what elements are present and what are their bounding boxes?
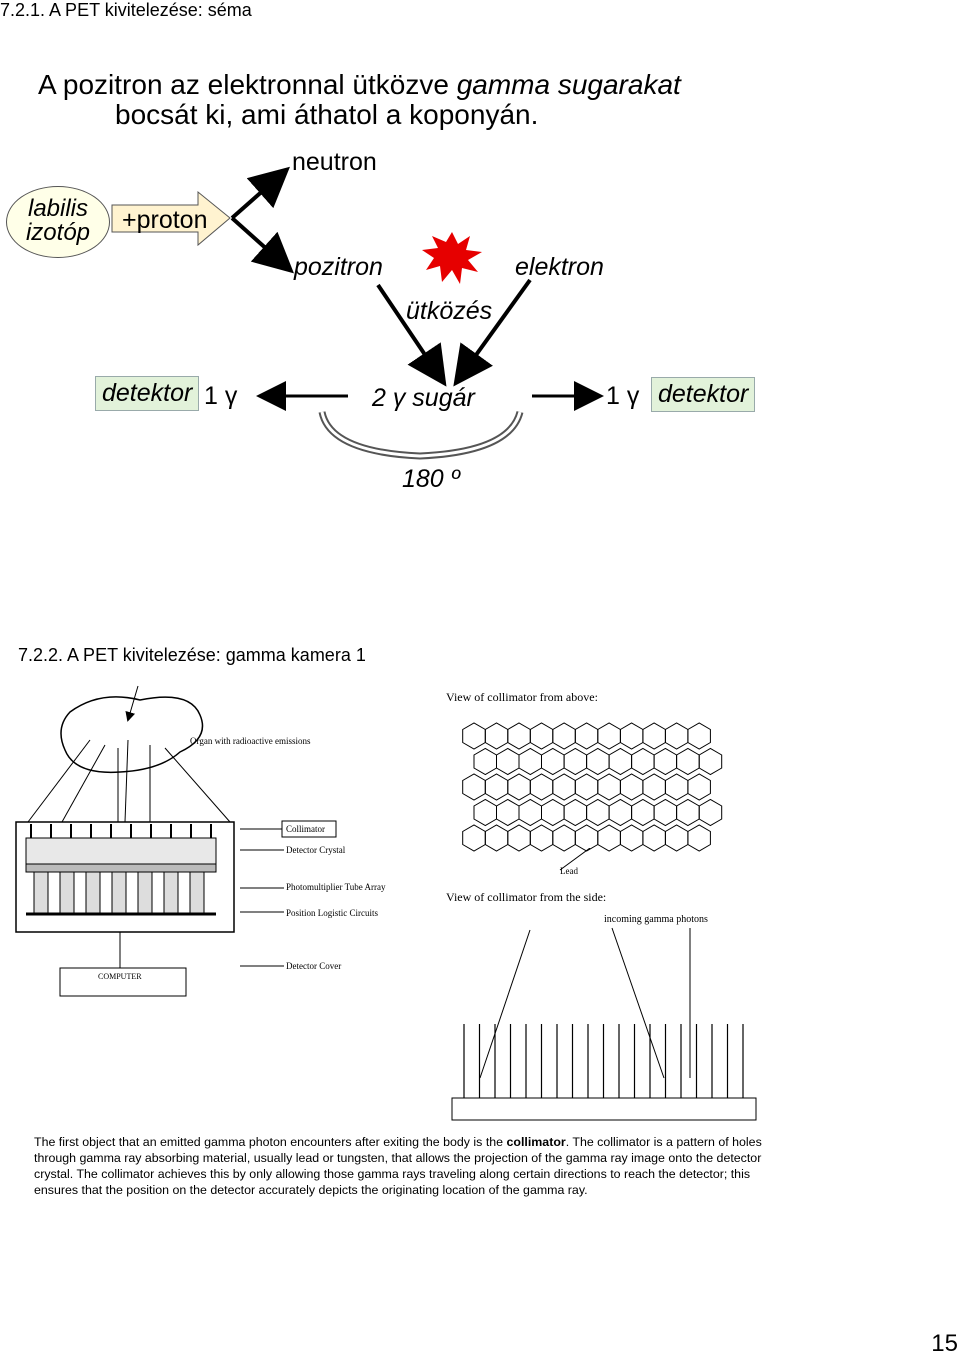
hex-cell — [609, 800, 632, 826]
collimator-hex-grid — [462, 722, 762, 852]
hex-cell — [575, 774, 598, 800]
isotope-oval — [6, 186, 110, 258]
hex-cell — [508, 723, 531, 749]
hex-cell — [553, 774, 576, 800]
slide-title — [38, 70, 681, 130]
collimator-side-view — [440, 848, 770, 1128]
pmt-array-label: Photomultiplier Tube Array — [286, 882, 386, 892]
hex-cell — [530, 723, 553, 749]
hex-cell — [497, 749, 520, 775]
hex-cell — [519, 749, 542, 775]
hex-cell — [643, 723, 666, 749]
neutron-line — [232, 172, 284, 218]
hex-cell — [643, 774, 666, 800]
hex-cell — [609, 749, 632, 775]
collision-burst-icon — [422, 232, 482, 284]
hex-cell — [665, 774, 688, 800]
page-number: 15 — [931, 1330, 958, 1357]
paragraph-bold-term: collimator — [506, 1135, 566, 1149]
hex-cell — [474, 800, 497, 826]
hex-cell — [497, 800, 520, 826]
hex-cell — [699, 800, 722, 826]
gamma-camera-figure — [0, 680, 420, 1010]
hex-cell — [665, 723, 688, 749]
hex-cell — [654, 749, 677, 775]
view-above-label: View of collimator from above: — [446, 690, 598, 704]
title-line-2: bocsát ki, ami áthatol a koponyán. — [115, 99, 539, 130]
hex-cell — [530, 774, 553, 800]
hex-cell — [564, 749, 587, 775]
hex-cell — [553, 723, 576, 749]
neutron-label: neutron — [292, 148, 377, 176]
hex-cell — [677, 800, 700, 826]
isotope-line-2: izotóp — [25, 219, 91, 246]
section-heading-2: 7.2.2. A PET kivitelezése: gamma kamera 1 — [18, 645, 366, 665]
positron-line — [232, 218, 288, 268]
position-logic-label: Position Logistic Circuits — [286, 908, 379, 918]
hex-cell — [620, 774, 643, 800]
view-side-label: View of collimator from the side: — [446, 890, 607, 904]
detector-cover-label: Detector Cover — [286, 961, 342, 971]
hex-cell — [542, 800, 565, 826]
electron-to-collision — [458, 280, 530, 380]
angle-label: 180 º — [402, 465, 460, 493]
detector-right-box: detektor — [651, 377, 755, 412]
incoming-photons-label: incoming gamma photons — [604, 914, 708, 925]
organ-label: Organ with radioactive emissions — [190, 736, 311, 746]
hex-cell — [598, 774, 621, 800]
gamma-right-label: 1 γ — [606, 382, 640, 410]
hex-cell — [632, 800, 655, 826]
title-part-1: A pozitron az elektronnal ütközve — [38, 69, 457, 100]
paragraph-rest: . The collimator is a pattern of holes through gamma ray absorbing material, usually lead or tungsten, that allows the projection of the gamma ray image onto the detector crystal. The collimator achieves this by only allowing those gamma rays traveling along certain directions to reach the detector; this ensures that the position on the detector accurately depicts the originating location of the gamma ray. — [34, 1135, 762, 1197]
positron-label: pozitron — [294, 253, 383, 281]
hex-cell — [474, 749, 497, 775]
hex-cell — [620, 723, 643, 749]
paragraph-start: The first object that an emitted gamma photon encounters after exiting the body is the — [34, 1135, 507, 1149]
hex-cell — [598, 723, 621, 749]
gamma-ray-label: 2 γ sugár — [372, 384, 475, 412]
hex-cell — [677, 749, 700, 775]
title-italic: gamma sugarakat — [456, 69, 681, 100]
hex-cell — [575, 723, 598, 749]
hex-cell — [463, 723, 486, 749]
lead-label: Lead — [560, 866, 578, 876]
collision-label: ütközés — [406, 297, 493, 325]
hex-cell — [688, 723, 711, 749]
hex-cell — [688, 774, 711, 800]
gamma-left-label: 1 γ — [204, 382, 238, 410]
hex-cell — [508, 774, 531, 800]
computer-label: COMPUTER — [98, 972, 142, 981]
hex-cell — [632, 749, 655, 775]
hex-cell — [542, 749, 565, 775]
hex-cell — [463, 774, 486, 800]
collimator-label: Collimator — [286, 824, 325, 834]
section-heading-1: 7.2.1. A PET kivitelezése: séma — [0, 0, 252, 20]
detector-crystal-label: Detector Crystal — [286, 845, 346, 855]
collimator-description — [34, 1134, 774, 1198]
hex-cell — [564, 800, 587, 826]
proton-label: +proton — [122, 206, 208, 234]
hex-cell — [587, 749, 610, 775]
hex-cell — [485, 774, 508, 800]
electron-label: elektron — [515, 253, 604, 281]
hex-cell — [519, 800, 542, 826]
hex-cell — [654, 800, 677, 826]
angle-arc — [322, 412, 520, 456]
hex-cell — [699, 749, 722, 775]
detector-left-box: detektor — [95, 376, 199, 411]
isotope-line-1: labilis — [27, 195, 89, 222]
hex-cell — [485, 723, 508, 749]
hex-cell — [587, 800, 610, 826]
